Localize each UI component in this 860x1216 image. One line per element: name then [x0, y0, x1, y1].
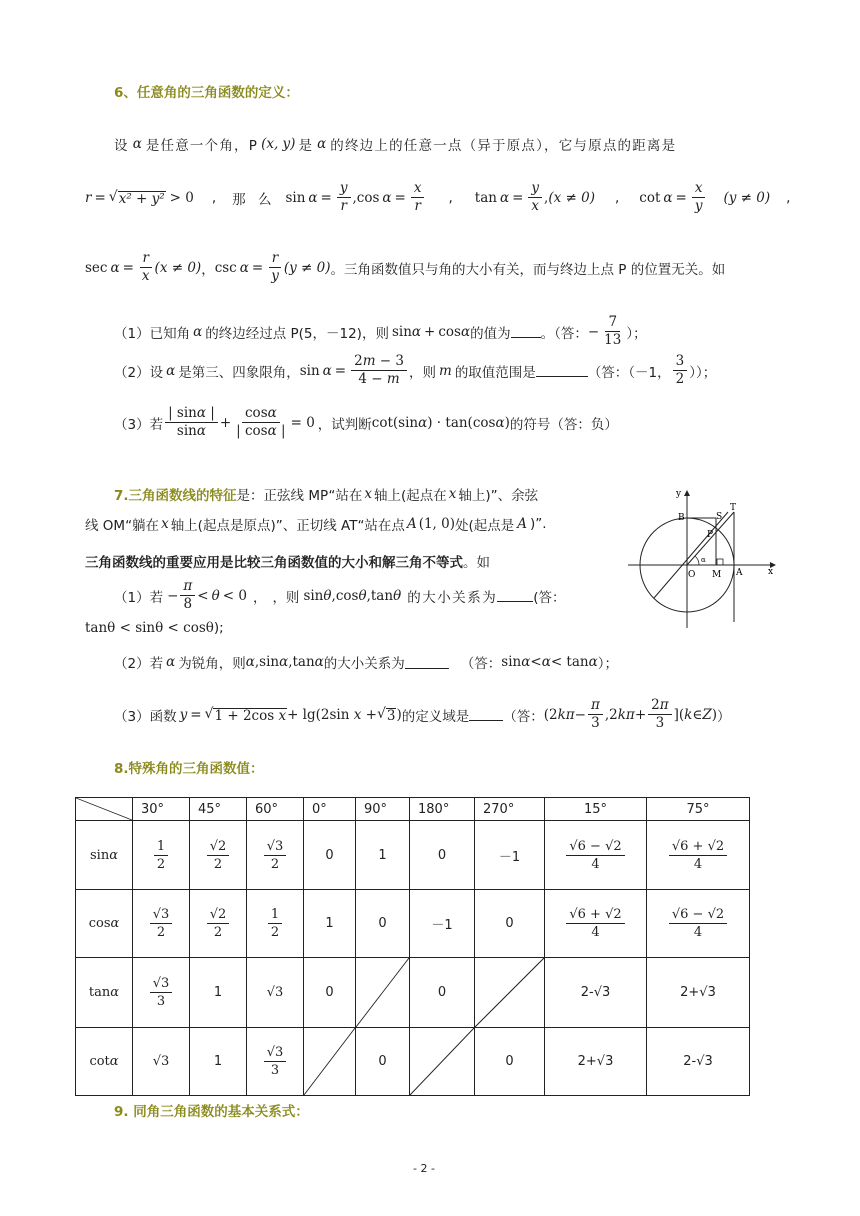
s7-q3: （3）函数 y = √ 1 + 2cos x + lg(2sin x + √ 3 ) 的定义域是 （答： (2 kπ − $\frac{\pi}{3}$ ,2 kπ + $\frac{2\pi}{3}$ ]( k ∈ Z ) ）: [114, 697, 731, 731]
table-cell-undefined: [304, 1028, 356, 1096]
diagram-label-O: O: [688, 570, 696, 580]
table-col-header: 75°: [647, 798, 750, 821]
table-cell: 0: [410, 958, 475, 1028]
diagram-label-y: y: [676, 489, 682, 499]
table-cell: $\frac{√3}{3}$: [247, 1028, 304, 1096]
table-cell: 1: [190, 958, 247, 1028]
table-cell: 0: [304, 958, 356, 1028]
table-cell: $\frac{1}{2}$: [133, 821, 190, 890]
table-cell: 1: [190, 1028, 247, 1096]
table-cell: 0: [356, 1028, 410, 1096]
s7-bold-line: 三角函数线的重要应用是比较三角函数值的大小和解三角不等式 。如: [85, 555, 490, 571]
table-cell: √3: [133, 1028, 190, 1096]
diagram-label-M: M: [712, 570, 722, 580]
diagram-label-S: S: [716, 512, 723, 522]
table-col-header: 15°: [545, 798, 647, 821]
table-cell: 1: [304, 890, 356, 958]
row-label: cotα: [76, 1028, 133, 1096]
answer-blank: [497, 589, 533, 602]
answer-blank: [536, 364, 588, 377]
table-cell: 0: [475, 1028, 545, 1096]
table-cell: $\frac{√3}{3}$: [133, 958, 190, 1028]
diagram-label-x: x: [768, 567, 774, 577]
table-cell: $\frac{√6 + √2}{4}$: [647, 821, 750, 890]
table-cell: $\frac{√2}{2}$: [190, 890, 247, 958]
answer-blank: [469, 708, 503, 721]
table-cell: $\frac{√6 - √2}{4}$: [647, 890, 750, 958]
table-cell: $\frac{√3}{2}$: [247, 821, 304, 890]
table-cell: 2+√3: [545, 1028, 647, 1096]
row-label: cosα: [76, 890, 133, 958]
table-cell: 1: [356, 821, 410, 890]
table-row-sin: [76, 821, 750, 890]
diagram-label-P: P: [707, 530, 714, 540]
table-cell: －1: [410, 890, 475, 958]
table-col-header: 30°: [133, 798, 190, 821]
table-cell: －1: [475, 821, 545, 890]
table-cell-undefined: [356, 958, 410, 1028]
row-label: tanα: [76, 958, 133, 1028]
special-angles-table: [75, 797, 750, 1096]
s7-line2: 线 OM“躺在 x 轴上(起点是原点)”、正切线 AT“站在点 A (1, 0) 处(起点是 A )”.: [85, 516, 547, 534]
diagram-label-T: T: [730, 503, 737, 513]
s7-q2: （2）若 α 为锐角，则 α ,sin α ,tan α 的大小关系为 （答： sin α < α < tan α ）；: [114, 654, 618, 672]
table-cell: 0: [410, 821, 475, 890]
table-cell: 2-√3: [647, 1028, 750, 1096]
table-row-cot: [76, 1028, 750, 1096]
table-cell: 0: [475, 890, 545, 958]
table-cell: $\frac{√6 + √2}{4}$: [545, 890, 647, 958]
answer-blank: [511, 325, 541, 338]
s7-line1: 7.三角函数线的特征 是：正弦线 MP“站在 x 轴上(起点在 x 轴上)”、余弦: [114, 486, 539, 504]
s6-q3: （3）若 $\frac{| \sin\alpha |}{\sin\alpha}$ + $\frac{\cos\alpha}{| \cos\alpha |}$ = 0 ，试判断 cot(sin α ) · tan(cos α ) 的符号（答：负）: [114, 405, 618, 439]
diagram-label-alpha: α: [701, 556, 706, 564]
s6-def-line: r = √ x² + y² > 0 , 那 么 sin α = $\frac{y}{r}$ ,cos α = $\frac{x}{r}$ , tan α = $\frac{y}{x}$ , (x ≠ 0) , cot α = $\frac{x}{y}$ (y ≠ 0) ,: [85, 180, 791, 214]
s6-q2: （2）设 α 是第三、四象限角， sin α = $\frac{2m - 3}{4 - m}$ ，则 m 的取值范围是 （答：（－1， $\frac{3}{2}$ ））；: [114, 353, 717, 387]
table-col-header: 180°: [410, 798, 475, 821]
table-header-row: [76, 798, 750, 821]
table-cell-undefined: [475, 958, 545, 1028]
table-col-header: 90°: [356, 798, 410, 821]
row-label: sinα: [76, 821, 133, 890]
table-cell: 0: [304, 821, 356, 890]
answer-blank: [405, 656, 449, 669]
diagram-label-B: B: [678, 513, 685, 523]
unit-circle-diagram: [620, 482, 780, 630]
table-row-tan: [76, 958, 750, 1028]
s6-sec-line: sec α = $\frac{r}{x}$ (x ≠ 0) ， csc α = $\frac{r}{y}$ (y ≠ 0) 。三角函数值只与角的大小有关，而与终边上点 P 的位置无关。如: [85, 250, 726, 284]
table-cell: √3: [247, 958, 304, 1028]
diagram-label-A: A: [736, 568, 743, 578]
table-cell-undefined: [410, 1028, 475, 1096]
s6-q1: （1）已知角 α 的终边经过点 P(5，－12)，则 sin α + cos α 的值为 。（答： − $\frac{7}{13}$ ）；: [114, 314, 647, 348]
table-col-header: 60°: [247, 798, 304, 821]
table-cell: $\frac{√6 - √2}{4}$: [545, 821, 647, 890]
table-col-header: 0°: [304, 798, 356, 821]
s7-q1: （1）若 − $\frac{\pi}{8}$ < θ < 0 ， ，则 sin θ ,cos θ ,tan θ 的大小关系为 (答：: [114, 578, 566, 612]
table-col-header: 45°: [190, 798, 247, 821]
page-number: - 2 -: [413, 1162, 435, 1175]
table-row-cos: [76, 890, 750, 958]
s6-intro-line: 设 α 是任意一个角，P (x, y) 是 α 的终边上的任意一点（异于原点），它与原点的距离是: [114, 136, 677, 154]
section7-heading: 7.三角函数线的特征: [114, 488, 237, 504]
table-cell: $\frac{√3}{2}$: [133, 890, 190, 958]
section9-heading: 9. 同角三角函数的基本关系式：: [114, 1104, 309, 1120]
table-corner-cell: [76, 798, 133, 821]
table-cell: 2-√3: [545, 958, 647, 1028]
section8-heading: 8.特殊角的三角函数值：: [114, 761, 264, 777]
table-cell: 0: [356, 890, 410, 958]
table-cell: $\frac{√2}{2}$: [190, 821, 247, 890]
section6-heading: 6、任意角的三角函数的定义：: [114, 85, 299, 101]
table-col-header: 270°: [475, 798, 545, 821]
s7-q1-answer: tanθ < sinθ < cosθ );: [85, 620, 224, 636]
table-cell: 2+√3: [647, 958, 750, 1028]
table-cell: $\frac{1}{2}$: [247, 890, 304, 958]
